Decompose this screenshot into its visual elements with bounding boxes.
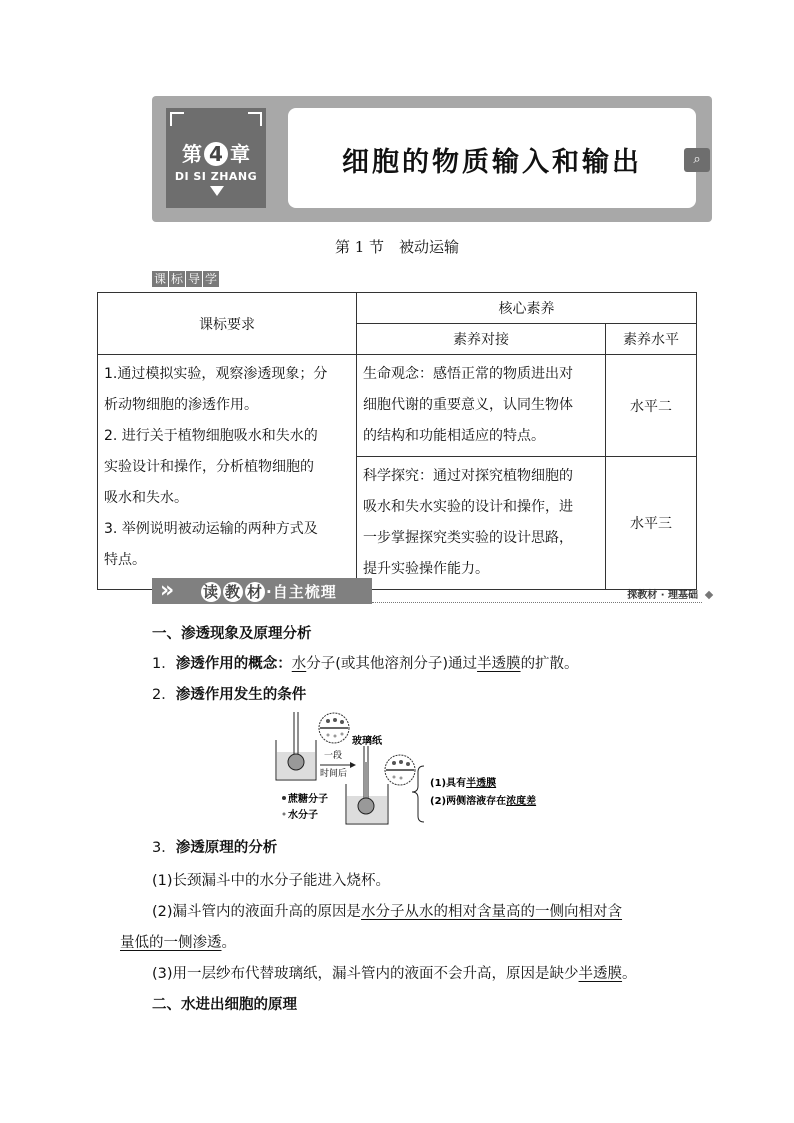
item-number: 2． [152, 687, 176, 703]
match-line: 生命观念：感悟正常的物质进出对 [363, 366, 573, 382]
chapter-number: 4 [204, 142, 228, 166]
legend-sucrose: 蔗糖分子 [288, 794, 328, 805]
legend-water: 水分子 [288, 810, 318, 821]
answer-blank: 水分子从水的相对含量高的一侧向相对含 [361, 904, 623, 920]
header-requirements: 课标要求 [98, 293, 357, 355]
paragraph-osmosis-principle [152, 836, 277, 857]
beaker-before [276, 712, 316, 780]
chapter-title: 细胞的物质输入和输出 [342, 147, 642, 178]
label-time-2: 时间后 [320, 769, 348, 779]
header-core-literacy: 核心素养 [357, 293, 697, 324]
chevron-right-icon: » [160, 578, 175, 603]
section-bar-title [200, 581, 337, 602]
text-span: 的扩散。 [520, 656, 579, 672]
guide-badge-char: 标 [170, 272, 183, 286]
condition-2: (2)两侧溶液存在浓度差 [430, 796, 537, 807]
magnified-view-after [385, 755, 415, 785]
section-bar-char: 读 [202, 583, 219, 601]
condition-1: (1)具有半透膜 [430, 778, 497, 789]
literacy-match-cell [357, 355, 606, 457]
reading-section-bar [152, 578, 712, 604]
match-line: 一步掌握探究类实验的设计思路， [363, 530, 573, 546]
section-bar-char: 教 [224, 583, 241, 601]
down-arrow-icon [210, 186, 224, 196]
heading-water-in-out: 二、水进出细胞的原理 [152, 997, 297, 1013]
header-literacy-level: 素养水平 [606, 324, 697, 355]
requirement-line: 3. 举例说明被动运输的两种方式及 [104, 521, 318, 537]
item-number: 3． [152, 840, 176, 856]
literacy-match-cell [357, 457, 606, 590]
section-heading: 第 1 节 被动运输 [334, 238, 460, 256]
chapter-banner [152, 96, 712, 222]
literacy-level-cell: 水平三 [606, 457, 697, 590]
corner-decoration [170, 112, 184, 126]
chapter-prefix: 第 [182, 142, 202, 166]
requirement-line: 特点。 [104, 552, 146, 568]
arrow-head-icon [350, 762, 356, 768]
paragraph-q2 [152, 900, 622, 921]
requirement-line: 析动物细胞的渗透作用。 [104, 397, 258, 413]
dotted-divider [372, 602, 702, 603]
text-span: 。 [221, 935, 236, 951]
match-line: 科学探究：通过对探究植物细胞的 [363, 468, 573, 484]
paragraph-q3 [152, 962, 637, 983]
answer-blank: 水 [291, 656, 307, 672]
guide-badge [152, 268, 220, 287]
label-time-1: 一段 [324, 751, 343, 761]
requirement-line: 实验设计和操作，分析植物细胞的 [104, 459, 314, 475]
paragraph-q1: (1)长颈漏斗中的水分子能进入烧杯。 [152, 873, 391, 889]
section-bar-subtitle: 探教材 · 理基础 [627, 590, 698, 601]
match-line: 提升实验操作能力。 [363, 561, 489, 577]
answer-blank: 半透膜 [477, 656, 521, 672]
requirement-line: 2. 进行关于植物细胞吸水和失水的 [104, 428, 318, 444]
paragraph-q2-cont [120, 931, 236, 952]
text-span: (2)漏斗管内的液面升高的原因是 [152, 904, 362, 920]
requirement-line: 1.通过模拟实验，观察渗透现象；分 [104, 366, 328, 382]
answer-blank: 量低的一侧渗透 [120, 935, 222, 951]
item-number: 1． [152, 656, 176, 672]
heading-osmosis: 一、渗透现象及原理分析 [152, 626, 312, 642]
standards-table [97, 292, 697, 590]
osmosis-diagram-svg [272, 712, 572, 828]
chapter-pinyin: DI SI ZHANG [174, 170, 258, 183]
section-bar-rest: ·自主梳理 [266, 583, 337, 601]
term-label: 渗透作用的概念： [175, 656, 292, 672]
chapter-title-box [288, 108, 696, 208]
chapter-badge [166, 108, 266, 208]
term-label: 渗透原理的分析 [175, 840, 278, 856]
water-dot-icon [283, 813, 286, 816]
text-span: (3)用一层纱布代替玻璃纸，漏斗管内的液面不会升高，原因是缺少 [152, 966, 579, 982]
literacy-level-cell: 水平二 [606, 355, 697, 457]
requirements-cell [98, 355, 357, 590]
text-span: 分子(或其他溶剂分子)通过 [306, 656, 478, 672]
text-span: 。 [622, 966, 637, 982]
match-line: 细胞代谢的重要意义，认同生物体 [363, 397, 573, 413]
paragraph-osmosis-concept [152, 652, 579, 673]
osmosis-diagram [272, 712, 572, 828]
guide-badge-char: 导 [187, 272, 200, 286]
corner-decoration [248, 112, 262, 126]
answer-blank: 半透膜 [578, 966, 623, 982]
guide-badge-char: 课 [153, 272, 166, 286]
section-bar-char: 材 [246, 583, 263, 601]
book-magnifier-icon: ⌕ [684, 148, 710, 172]
chapter-label [166, 138, 266, 167]
sucrose-dot-icon [282, 796, 286, 800]
term-label: 渗透作用发生的条件 [175, 687, 307, 703]
magnified-view-before [319, 713, 349, 743]
match-line: 的结构和功能相适应的特点。 [363, 428, 545, 444]
label-glass-paper: 玻璃纸 [352, 736, 382, 747]
match-line: 吸水和失水实验的设计和操作，进 [363, 499, 573, 515]
diamond-icon [705, 591, 713, 599]
beaker-after [346, 746, 388, 824]
requirement-line: 吸水和失水。 [104, 490, 188, 506]
header-literacy-match: 素养对接 [357, 324, 606, 355]
paragraph-osmosis-conditions [152, 683, 306, 704]
guide-badge-char: 学 [204, 272, 217, 286]
chapter-suffix: 章 [230, 142, 250, 166]
